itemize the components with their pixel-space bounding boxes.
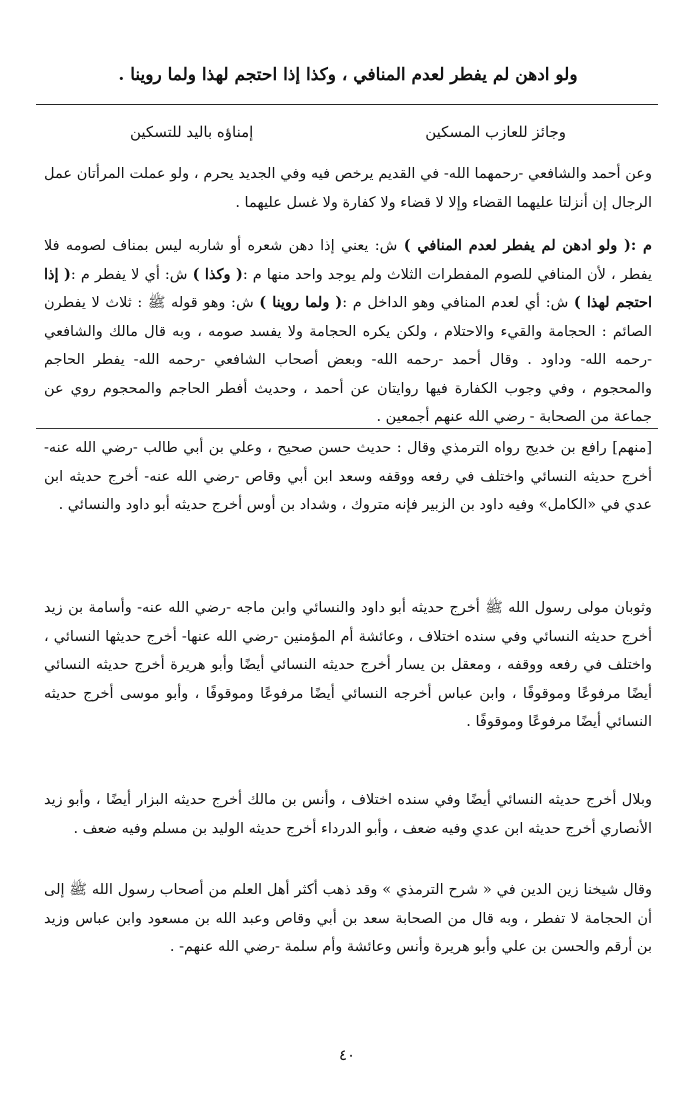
footnote-paragraph: وثوبان مولى رسول الله ﷺ أخرج حديثه أبو داود والنسائي وابن ماجه -رضي الله عنه- وأسامة بن زيد أخرج حديثه النسائي وفي سنده اختلاف ، وعائشة أم المؤمنين -رضي الله عنها- أخرج حديثها النسائي ، واختلف في رفعه ووقفه ، ومعقل بن يسار أخرج حديثه النسائي أيضًا وأبو هريرة أخرج حديثه النسائي أيضًا مرفوعًا وموقوفًا ، وابن عباس أخرجه النسائي أيضًا مرفوعًا وموقوفًا ، وأبو موسى أخرج حديثه النسائي أيضًا مرفوعًا وموقوفًا . [44, 600, 652, 730]
verse-second-hemistich: إمناؤه باليد للتسكين [129, 123, 254, 141]
footnote-paragraph: وبلال أخرج حديثه النسائي أيضًا وفي سنده اختلاف ، وأنس بن مالك أخرج حديثه البزار أيضًا ، وأبو زيد الأنصاري أخرج حديثه ابن عدي وفيه ضعف ، وأبو الدرداء أخرج حديثه الوليد بن مسلم وفيه ضعف . [44, 792, 652, 837]
header-rule [36, 104, 658, 105]
poetry-verse [44, 118, 652, 146]
matn-quote: ( وكذا ) [192, 265, 243, 283]
commentary-text: ش: أي لا يفطر م : [70, 266, 193, 283]
commentary-text: ش: أي لعدم المنافي وهو الداخل م : [342, 295, 574, 311]
intro-paragraph: وعن أحمد والشافعي -رحمهما الله- في القديم يرخص فيه وفي الجديد يحرم ، ولو عملت المرأتان عمل الرجال إن أنزلتا عليهما القضاء وإلا لا قضاء ولا كفارة ولا غسل عليهما . [44, 166, 652, 211]
commentary-text: ش: يعني إذا دهن شعره أو شاربه ليس بمناف لصومه فلا يفطر ، لأن المنافي للصوم المفطرات الثلاث ولم يوجد واحد منها م : [44, 238, 652, 283]
matn-marker: م : [630, 237, 652, 254]
commentary-paragraph [44, 232, 652, 432]
matn-quote: ( ولما روينا ) [259, 294, 343, 311]
verse-first-hemistich: وجائز للعازب المسكين [425, 123, 567, 141]
footnote-paragraph: [منهم] رافع بن خديج رواه الترمذي وقال : حديث حسن صحيح ، وعلي بن أبي طالب -رضي الله عنه- أخرج حديثه النسائي واختلف في رفعه ووقفه وسعد ابن أبي وقاص -رضي الله عنه- أخرج حديثه ابن عدي في «الكامل» وفيه داود بن الزبير فإنه متروك ، وشداد بن أوس أخرج حديثه أبو داود والنسائي . [44, 440, 652, 513]
matn-heading: ولو ادهن لم يفطر لعدم المنافي ، وكذا إذا احتجم لهذا ولما روينا . [118, 65, 578, 85]
footnote-paragraph: وقال شيخنا زين الدين في « شرح الترمذي » وقد ذهب أكثر أهل العلم من أصحاب رسول الله ﷺ إلى أن الحجامة لا تفطر ، وبه قال من الصحابة سعد بن أبي وقاص وعبد الله بن مسعود وابن عباس وزيد بن أرقم والحسن بن علي وأبو هريرة وأنس وعائشة وأم سلمة -رضي الله عنهم- . [44, 882, 652, 955]
footnote-divider [36, 428, 658, 429]
matn-quote: ( إذا احتجم لهذا ) [44, 265, 653, 311]
commentary-text: ش: وهو قوله ﷺ : ثلاث لا يفطرن الصائم : الحجامة والقيء والاحتلام ، ولكن يكره الحجامة ولا يفسد صومه ، وبه قال مالك والشافعي -رحمه الله- وداود . وقال أحمد -رحمه الله- وبعض أصحاب الشافعي -رحمه الله- يفطر الحاجم والمحجوم ، وفي وجوب الكفارة فيها روايتان عن أحمد ، وحديث أفطر الحاجم والمحجوم روي عن جماعة من الصحابة - رضي الله عنهم أجمعين . [44, 295, 652, 425]
matn-quote: ( ولو ادهن لم يفطر لعدم المنافي ) [403, 237, 631, 254]
page-number: ٤٠ [338, 1046, 356, 1064]
